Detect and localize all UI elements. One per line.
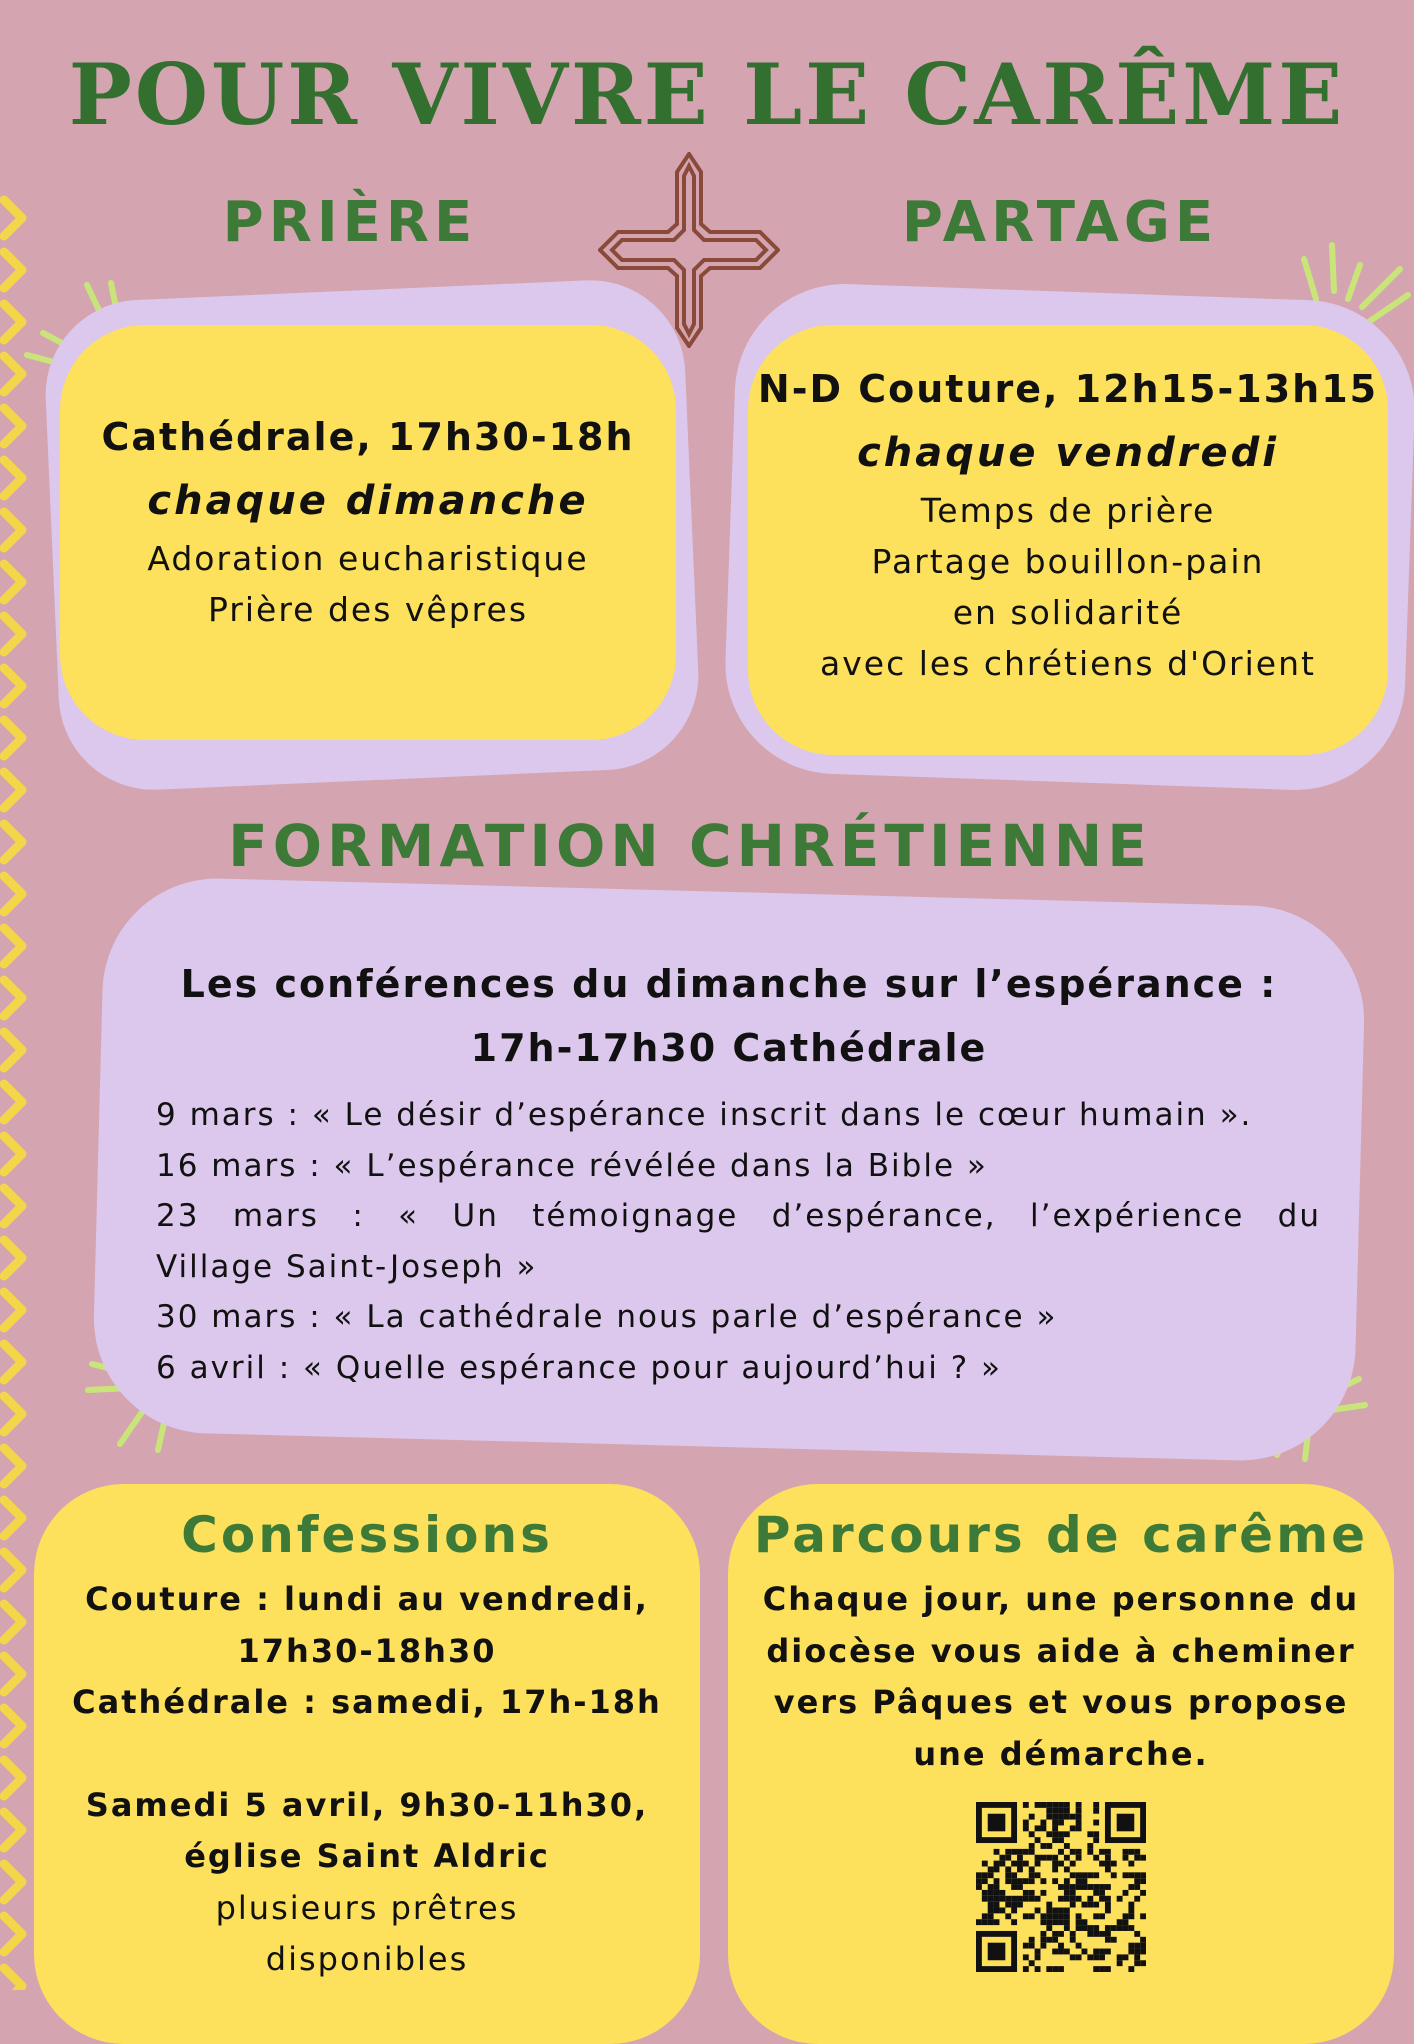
conference-item: 16 mars : « L’espérance révélée dans la Bible » bbox=[156, 1147, 988, 1184]
priere-when: chaque dimanche bbox=[147, 478, 589, 524]
confessions-line: Couture : lundi au vendredi, bbox=[85, 1580, 649, 1618]
formation-heading: FORMATION CHRÉTIENNE bbox=[228, 812, 1152, 880]
qr-code-icon[interactable] bbox=[976, 1802, 1146, 1972]
partage-line: Partage bouillon-pain bbox=[871, 542, 1265, 581]
priere-box bbox=[60, 325, 676, 740]
confessions-box bbox=[34, 1484, 700, 2044]
priere-heading: PRIÈRE bbox=[222, 190, 478, 255]
partage-when: chaque vendredi bbox=[857, 430, 1279, 476]
confessions-line: Cathédrale : samedi, 17h-18h bbox=[72, 1683, 662, 1721]
formation-subtitle: Les conférences du dimanche sur l’espérance : bbox=[180, 962, 1278, 1006]
parcours-heading: Parcours de carême bbox=[753, 1506, 1369, 1564]
page-title: POUR VIVRE LE CARÊME bbox=[68, 45, 1346, 144]
partage-line: avec les chrétiens d'Orient bbox=[820, 644, 1316, 683]
conference-item: 6 avril : « Quelle espérance pour aujourd’hui ? » bbox=[156, 1349, 1002, 1386]
conference-item: 9 mars : « Le désir d’espérance inscrit dans le cœur humain ». bbox=[156, 1097, 1253, 1133]
partage-place-time: N-D Couture, 12h15-13h15 bbox=[757, 367, 1379, 411]
partage-heading: PARTAGE bbox=[901, 190, 1219, 255]
confessions-heading: Confessions bbox=[181, 1506, 553, 1564]
priere-place-time: Cathédrale, 17h30-18h bbox=[101, 415, 635, 459]
priere-line: Adoration eucharistique bbox=[147, 539, 589, 578]
confessions-line: disponibles bbox=[265, 1940, 469, 1978]
conference-item: 23 mars : « Un témoignage d’espérance, l’expérience du bbox=[156, 1198, 1321, 1234]
confessions-line: église Saint Aldric bbox=[184, 1837, 550, 1875]
confessions-line: 17h30-18h30 bbox=[237, 1631, 497, 1670]
formation-box bbox=[98, 920, 1360, 1420]
confessions-line: Samedi 5 avril, 9h30-11h30, bbox=[85, 1785, 649, 1824]
partage-box bbox=[748, 325, 1388, 755]
confessions-line: plusieurs prêtres bbox=[215, 1888, 519, 1927]
priere-line: Prière des vêpres bbox=[207, 590, 529, 629]
partage-line: en solidarité bbox=[952, 593, 1184, 632]
parcours-line: Chaque jour, une personne du bbox=[762, 1580, 1360, 1618]
parcours-box bbox=[728, 1484, 1394, 2044]
parcours-line: une démarche. bbox=[913, 1734, 1209, 1773]
formation-subtitle: 17h-17h30 Cathédrale bbox=[470, 1026, 988, 1070]
conference-item: Village Saint-Joseph » bbox=[156, 1248, 538, 1285]
conference-item: 30 mars : « La cathédrale nous parle d’espérance » bbox=[156, 1299, 1058, 1335]
parcours-line: diocèse vous aide à cheminer bbox=[766, 1631, 1356, 1670]
partage-line: Temps de prière bbox=[920, 491, 1216, 530]
parcours-line: vers Pâques et vous propose bbox=[773, 1683, 1349, 1721]
